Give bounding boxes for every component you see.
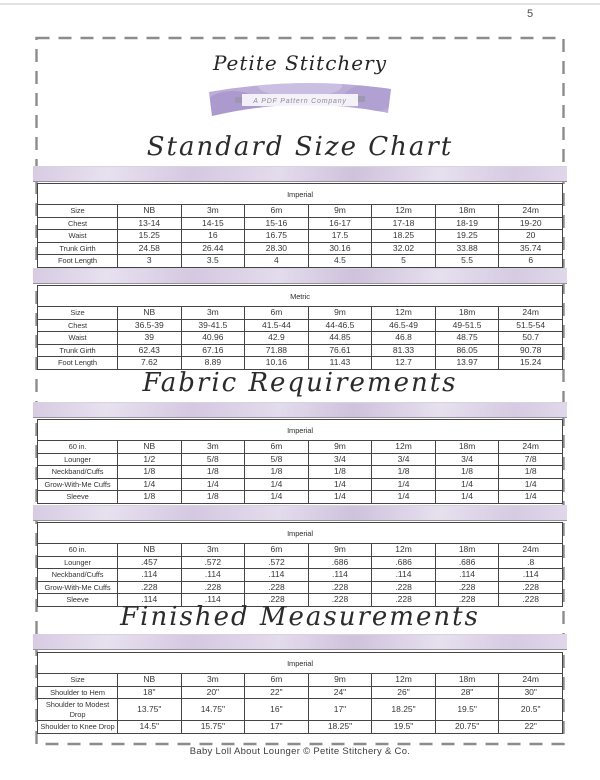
value-cell: 22": [245, 686, 309, 699]
value-cell: .228: [118, 581, 182, 594]
value-cell: 18m: [435, 441, 499, 454]
value-cell: 28": [435, 686, 499, 699]
value-cell: 12m: [372, 307, 436, 320]
row-label-cell: Chest: [38, 217, 118, 230]
value-cell: 41.5-44: [245, 319, 309, 332]
value-cell: 13.97: [435, 357, 499, 370]
table-title-row: [38, 184, 563, 205]
section-heading: Finished Measurements: [120, 602, 480, 632]
value-cell: .114: [118, 569, 182, 582]
value-cell: 6m: [245, 307, 309, 320]
value-cell: 3/4: [372, 453, 436, 466]
value-cell: 18": [118, 686, 182, 699]
value-cell: 20.75": [435, 721, 499, 734]
value-cell: 5: [372, 255, 436, 268]
row-label-cell: Lounger: [38, 556, 118, 569]
value-cell: 44-46.5: [308, 319, 372, 332]
value-cell: 16": [245, 699, 309, 721]
watercolor-band: [33, 402, 567, 418]
value-cell: NB: [118, 307, 182, 320]
value-cell: .114: [181, 569, 245, 582]
value-cell: .114: [245, 569, 309, 582]
size-chart-table: [37, 652, 563, 734]
value-cell: 46.8: [372, 332, 436, 345]
value-cell: .228: [308, 581, 372, 594]
value-cell: 4.5: [308, 255, 372, 268]
value-cell: 50.7: [499, 332, 563, 345]
footer-copyright: Baby Loll About Lounger © Petite Stitchery & Co.: [189, 746, 411, 757]
size-chart-table: [37, 522, 563, 607]
table-row: [38, 544, 563, 557]
row-label-cell: 60 in.: [38, 544, 118, 557]
value-cell: 6m: [245, 674, 309, 687]
value-cell: 18-19: [435, 217, 499, 230]
value-cell: .114: [372, 569, 436, 582]
table-title-row: [38, 286, 563, 307]
table-title: Imperial: [38, 184, 563, 205]
value-cell: 1/8: [181, 466, 245, 479]
value-cell: NB: [118, 544, 182, 557]
value-cell: 19.25: [435, 230, 499, 243]
value-cell: .686: [372, 556, 436, 569]
size-chart-table: [37, 183, 563, 268]
row-label-cell: Grow-With-Me Cuffs: [38, 478, 118, 491]
table-title: Imperial: [38, 653, 563, 674]
value-cell: 3/4: [435, 453, 499, 466]
value-cell: 1/8: [245, 466, 309, 479]
value-cell: 39-41.5: [181, 319, 245, 332]
table-title: Imperial: [38, 523, 563, 544]
value-cell: 1/8: [308, 466, 372, 479]
table-row: [38, 699, 563, 721]
value-cell: 1/2: [118, 453, 182, 466]
value-cell: 76.61: [308, 344, 372, 357]
value-cell: 14.75": [181, 699, 245, 721]
page-number: 5: [526, 8, 534, 20]
section-heading: Standard Size Chart: [146, 132, 454, 162]
row-label-cell: Waist: [38, 332, 118, 345]
value-cell: 12.7: [372, 357, 436, 370]
value-cell: 1/4: [435, 491, 499, 504]
table-row: [38, 205, 563, 218]
value-cell: 32.02: [372, 242, 436, 255]
value-cell: 18m: [435, 205, 499, 218]
value-cell: .8: [499, 556, 563, 569]
value-cell: .228: [181, 581, 245, 594]
value-cell: 7.62: [118, 357, 182, 370]
value-cell: 12m: [372, 674, 436, 687]
table-row: [38, 344, 563, 357]
value-cell: 24m: [499, 544, 563, 557]
table-row: [38, 453, 563, 466]
row-label-cell: Size: [38, 674, 118, 687]
row-label-cell: Neckband/Cuffs: [38, 569, 118, 582]
value-cell: 18m: [435, 307, 499, 320]
table-title-row: [38, 420, 563, 441]
value-cell: .228: [308, 594, 372, 607]
row-label-cell: Chest: [38, 319, 118, 332]
value-cell: 16.75: [245, 230, 309, 243]
table-title: Metric: [38, 286, 563, 307]
value-cell: 1/8: [435, 466, 499, 479]
value-cell: .686: [435, 556, 499, 569]
table-title-row: [38, 653, 563, 674]
value-cell: 39: [118, 332, 182, 345]
value-cell: 1/4: [499, 491, 563, 504]
value-cell: 3: [118, 255, 182, 268]
value-cell: 19.5": [435, 699, 499, 721]
value-cell: 24m: [499, 441, 563, 454]
value-cell: 1/4: [372, 491, 436, 504]
table-row: [38, 721, 563, 734]
value-cell: 1/8: [181, 491, 245, 504]
row-label-cell: Sleeve: [38, 594, 118, 607]
value-cell: 15.75": [181, 721, 245, 734]
value-cell: .228: [245, 581, 309, 594]
value-cell: 9m: [308, 441, 372, 454]
row-label-cell: Trunk Girth: [38, 344, 118, 357]
row-label-cell: Shoulder to Modest Drop: [38, 699, 118, 721]
value-cell: 30": [499, 686, 563, 699]
value-cell: 9m: [308, 544, 372, 557]
value-cell: 1/4: [118, 478, 182, 491]
value-cell: 17-18: [372, 217, 436, 230]
value-cell: 17": [245, 721, 309, 734]
value-cell: .114: [308, 569, 372, 582]
watercolor-band: [33, 634, 567, 650]
value-cell: .114: [181, 594, 245, 607]
value-cell: 24m: [499, 674, 563, 687]
table-row: [38, 581, 563, 594]
value-cell: 15.25: [118, 230, 182, 243]
value-cell: 20: [499, 230, 563, 243]
section-heading: Fabric Requirements: [142, 368, 458, 398]
table-title: Imperial: [38, 420, 563, 441]
table-row: [38, 466, 563, 479]
table-row: [38, 686, 563, 699]
ribbon-banner-icon: [205, 70, 395, 122]
value-cell: 9m: [308, 205, 372, 218]
table-row: [38, 307, 563, 320]
value-cell: 3m: [181, 674, 245, 687]
value-cell: 44.85: [308, 332, 372, 345]
value-cell: 11.43: [308, 357, 372, 370]
value-cell: 1/4: [245, 491, 309, 504]
value-cell: .228: [435, 594, 499, 607]
value-cell: NB: [118, 674, 182, 687]
value-cell: 3/4: [308, 453, 372, 466]
value-cell: .228: [245, 594, 309, 607]
value-cell: .572: [245, 556, 309, 569]
value-cell: 22": [499, 721, 563, 734]
value-cell: 3m: [181, 441, 245, 454]
table-row: [38, 441, 563, 454]
row-label-cell: Trunk Girth: [38, 242, 118, 255]
value-cell: 15.24: [499, 357, 563, 370]
value-cell: 18.25": [372, 699, 436, 721]
value-cell: 6m: [245, 205, 309, 218]
value-cell: 14-15: [181, 217, 245, 230]
value-cell: .114: [499, 569, 563, 582]
value-cell: 5.5: [435, 255, 499, 268]
row-label-cell: Waist: [38, 230, 118, 243]
value-cell: 86.05: [435, 344, 499, 357]
watercolor-band: [33, 505, 567, 521]
value-cell: 26.44: [181, 242, 245, 255]
table-row: [38, 569, 563, 582]
value-cell: .457: [118, 556, 182, 569]
table-row: [38, 319, 563, 332]
value-cell: 8.89: [181, 357, 245, 370]
value-cell: 6m: [245, 441, 309, 454]
value-cell: 24": [308, 686, 372, 699]
row-label-cell: Foot Length: [38, 255, 118, 268]
row-label-cell: Neckband/Cuffs: [38, 466, 118, 479]
table-row: [38, 217, 563, 230]
value-cell: 36.5-39: [118, 319, 182, 332]
table-row: [38, 491, 563, 504]
value-cell: 19.5": [372, 721, 436, 734]
table-title-row: [38, 523, 563, 544]
row-label-cell: Lounger: [38, 453, 118, 466]
value-cell: 18.25": [308, 721, 372, 734]
value-cell: 12m: [372, 441, 436, 454]
value-cell: 40.96: [181, 332, 245, 345]
value-cell: 3m: [181, 544, 245, 557]
value-cell: 24m: [499, 307, 563, 320]
table-row: [38, 478, 563, 491]
value-cell: .114: [118, 594, 182, 607]
value-cell: 81.33: [372, 344, 436, 357]
value-cell: 12m: [372, 544, 436, 557]
value-cell: 46.5-49: [372, 319, 436, 332]
value-cell: 26": [372, 686, 436, 699]
value-cell: 5/8: [181, 453, 245, 466]
value-cell: .228: [435, 581, 499, 594]
value-cell: 3m: [181, 205, 245, 218]
value-cell: 6m: [245, 544, 309, 557]
row-label-cell: Shoulder to Knee Drop: [38, 721, 118, 734]
value-cell: 17": [308, 699, 372, 721]
value-cell: 71.88: [245, 344, 309, 357]
value-cell: 7/8: [499, 453, 563, 466]
value-cell: NB: [118, 441, 182, 454]
value-cell: 28.30: [245, 242, 309, 255]
value-cell: 49-51.5: [435, 319, 499, 332]
logo-brand-text: Petite Stitchery: [212, 51, 387, 75]
table-row: [38, 674, 563, 687]
logo-tagline: A PDF Pattern Company: [253, 98, 347, 105]
value-cell: .228: [372, 581, 436, 594]
row-label-cell: Shoulder to Hem: [38, 686, 118, 699]
value-cell: 17.5: [308, 230, 372, 243]
value-cell: 14.5": [118, 721, 182, 734]
value-cell: 1/4: [372, 478, 436, 491]
value-cell: 9m: [308, 307, 372, 320]
value-cell: 10.16: [245, 357, 309, 370]
watercolor-band: [33, 268, 567, 284]
value-cell: 48.75: [435, 332, 499, 345]
value-cell: 12m: [372, 205, 436, 218]
value-cell: 35.74: [499, 242, 563, 255]
value-cell: 9m: [308, 674, 372, 687]
table-row: [38, 242, 563, 255]
value-cell: 19-20: [499, 217, 563, 230]
table-row: [38, 332, 563, 345]
value-cell: 24m: [499, 205, 563, 218]
value-cell: 18m: [435, 544, 499, 557]
value-cell: 24.58: [118, 242, 182, 255]
value-cell: 1/8: [372, 466, 436, 479]
value-cell: 90.78: [499, 344, 563, 357]
value-cell: 18m: [435, 674, 499, 687]
value-cell: 20": [181, 686, 245, 699]
value-cell: .686: [308, 556, 372, 569]
table-row: [38, 255, 563, 268]
value-cell: 30.16: [308, 242, 372, 255]
table-row: [38, 556, 563, 569]
table-row: [38, 230, 563, 243]
value-cell: 20.5": [499, 699, 563, 721]
value-cell: .228: [499, 594, 563, 607]
value-cell: 1/4: [435, 478, 499, 491]
value-cell: 1/4: [181, 478, 245, 491]
value-cell: 13.75": [118, 699, 182, 721]
value-cell: 1/4: [308, 478, 372, 491]
value-cell: 62.43: [118, 344, 182, 357]
value-cell: 67.16: [181, 344, 245, 357]
value-cell: 1/4: [308, 491, 372, 504]
value-cell: 1/8: [118, 491, 182, 504]
value-cell: 1/4: [245, 478, 309, 491]
value-cell: 1/8: [499, 466, 563, 479]
value-cell: 51.5-54: [499, 319, 563, 332]
value-cell: .114: [435, 569, 499, 582]
value-cell: 15-16: [245, 217, 309, 230]
value-cell: 1/8: [118, 466, 182, 479]
value-cell: 16-17: [308, 217, 372, 230]
value-cell: 16: [181, 230, 245, 243]
row-label-cell: Sleeve: [38, 491, 118, 504]
value-cell: 13-14: [118, 217, 182, 230]
logo-banner: [205, 51, 395, 124]
value-cell: .228: [372, 594, 436, 607]
row-label-cell: 60 in.: [38, 441, 118, 454]
value-cell: 4: [245, 255, 309, 268]
value-cell: .228: [499, 581, 563, 594]
value-cell: 1/4: [499, 478, 563, 491]
value-cell: 5/8: [245, 453, 309, 466]
row-label-cell: Size: [38, 205, 118, 218]
row-label-cell: Size: [38, 307, 118, 320]
size-chart-table: [37, 419, 563, 504]
value-cell: 3.5: [181, 255, 245, 268]
size-chart-table: [37, 285, 563, 370]
value-cell: NB: [118, 205, 182, 218]
value-cell: 6: [499, 255, 563, 268]
value-cell: .572: [181, 556, 245, 569]
row-label-cell: Foot Length: [38, 357, 118, 370]
value-cell: 3m: [181, 307, 245, 320]
value-cell: 33.88: [435, 242, 499, 255]
value-cell: 42.9: [245, 332, 309, 345]
watercolor-band: [33, 166, 567, 182]
value-cell: 18.25: [372, 230, 436, 243]
row-label-cell: Grow-With-Me Cuffs: [38, 581, 118, 594]
